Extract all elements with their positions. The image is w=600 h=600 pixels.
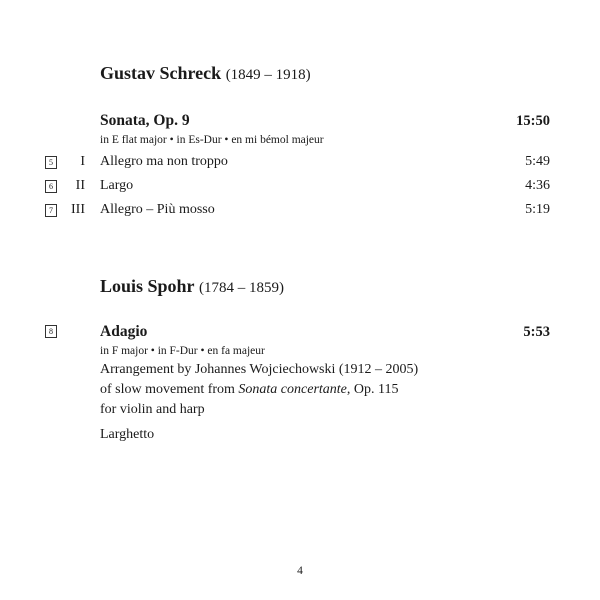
movement-title: Allegro ma non troppo xyxy=(100,154,228,169)
arrangement-source-work: Sonata concertante xyxy=(238,382,347,397)
movement-duration: 4:36 xyxy=(525,178,550,193)
movement-duration: 5:19 xyxy=(525,202,550,217)
page-number: 4 xyxy=(297,565,303,577)
work-key: in E flat major • in Es-Dur • en mi bémol majeur xyxy=(100,134,324,146)
work-title: Adagio xyxy=(100,323,148,340)
track-number-box: 7 xyxy=(45,204,57,217)
work-key: in F major • in F-Dur • en fa majeur xyxy=(100,345,265,357)
arrangement-source-prefix: of slow movement from xyxy=(100,382,239,397)
arrangement-source-line xyxy=(100,382,399,398)
composer-dates: (1784 – 1859) xyxy=(199,280,285,296)
movement-duration: 5:49 xyxy=(525,154,550,169)
movement-title: Allegro – Più mosso xyxy=(100,202,215,217)
composer-name: Gustav Schreck xyxy=(100,63,222,83)
movement-number: I xyxy=(80,154,85,169)
arrangement-source-suffix: , Op. 115 xyxy=(346,382,399,397)
track-number-box: 5 xyxy=(45,156,57,169)
composer-dates: (1849 – 1918) xyxy=(225,67,311,83)
composer-name: Louis Spohr xyxy=(100,276,195,296)
track-number-box: 8 xyxy=(45,325,57,338)
movement-number: III xyxy=(71,202,85,217)
work-duration: 5:53 xyxy=(523,324,550,340)
composer-heading-spohr xyxy=(100,276,284,297)
arrangement-line: Arrangement by Johannes Wojciechowski (1912 – 2005) xyxy=(100,362,419,377)
instrumentation-line: for violin and harp xyxy=(100,402,205,417)
tempo-marking: Larghetto xyxy=(100,427,155,442)
composer-heading-schreck xyxy=(100,63,311,84)
movement-title: Largo xyxy=(100,178,134,193)
movement-number: II xyxy=(75,178,85,193)
work-duration: 15:50 xyxy=(516,113,550,129)
work-title: Sonata, Op. 9 xyxy=(100,112,190,129)
track-number-box: 6 xyxy=(45,180,57,193)
